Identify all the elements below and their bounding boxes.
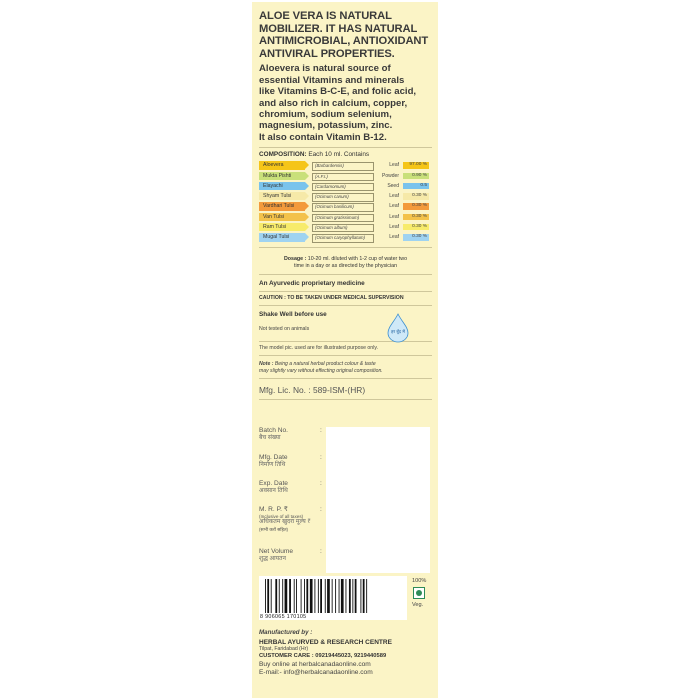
divider xyxy=(259,378,432,379)
barcode-bar xyxy=(318,579,319,613)
not-tested-text: Not tested on animals xyxy=(259,326,310,333)
ingredient-name: Vardhari Tulsi xyxy=(259,202,305,210)
composition-subtitle: Each 10 ml. Contains xyxy=(306,151,370,159)
headline xyxy=(259,10,432,60)
divider xyxy=(259,305,432,306)
divider xyxy=(259,355,432,356)
product-label-panel xyxy=(252,2,438,698)
batch-no-field xyxy=(259,427,288,442)
caution-text: CAUTION : TO BE TAKEN UNDER MEDICAL SUPERVISION xyxy=(259,295,404,302)
ingredient-part: Seed xyxy=(387,182,399,189)
field-label-hi: निर्माण तिथि xyxy=(259,461,286,468)
composition-title xyxy=(259,151,432,159)
field-colon: : xyxy=(320,548,322,555)
barcode-bar xyxy=(360,579,361,613)
note-line xyxy=(259,361,432,368)
dosage-instructions xyxy=(259,256,432,270)
barcode-bar xyxy=(271,579,272,613)
ingredient-name: Mukta Pishti xyxy=(259,172,305,180)
barcode-bar xyxy=(285,579,288,613)
dosage-text: 10-20 ml. diluted with 1-2 cup of water two xyxy=(306,256,408,263)
field-label-en: M. R. P. ₹ xyxy=(259,506,288,513)
ingredient-name: Mugal Tulsi xyxy=(259,233,305,241)
field-label-hi: बैच संख्या xyxy=(259,434,281,441)
ingredient-qty: 97.00 % xyxy=(403,162,429,169)
field-label-hi: अवसान तिथि xyxy=(259,487,288,494)
dosage-line: time in a day or as directed by the physician xyxy=(293,263,398,270)
field-colon: : xyxy=(320,427,322,434)
note-text-part: Being a natural herbal product colour & taste xyxy=(273,361,376,368)
ingredient-name: Ram Tulsi xyxy=(259,223,305,231)
ingredient-row xyxy=(259,233,432,242)
barcode-bar xyxy=(282,579,283,613)
field-colon: : xyxy=(320,454,322,461)
company-address: Tilpat, Faridabad (Hr) xyxy=(259,646,309,652)
ingredient-botanical: (A.F.I.) xyxy=(312,173,374,182)
ingredient-botanical: (Ocimum canum) xyxy=(312,193,374,202)
divider xyxy=(259,291,432,292)
model-pic-disclaimer: The model pic. used are for illustrated purpose only. xyxy=(259,345,378,352)
field-label-en: Batch No. xyxy=(259,427,288,434)
barcode-bar xyxy=(289,579,291,613)
shake-row xyxy=(259,309,432,339)
field-label-hi-sub: (सभी करों सहित) xyxy=(259,526,289,532)
water-drop-icon xyxy=(385,313,411,343)
description-line: Aloevera is natural source of xyxy=(259,63,391,75)
mfg-license: Mfg. Lic. No. : 589-ISM-(HR) xyxy=(259,385,366,396)
ingredient-qty: 0.5 xyxy=(403,183,429,190)
ingredient-qty: 0.30 % xyxy=(403,224,429,231)
barcode-bar xyxy=(366,579,367,613)
divider xyxy=(259,399,432,400)
field-colon: : xyxy=(320,480,322,487)
mfg-date-field xyxy=(259,454,288,469)
veg-percent: 100% xyxy=(412,578,427,584)
barcode-bar xyxy=(279,579,280,613)
barcode-bar xyxy=(320,579,322,613)
headline-line: MOBILIZER. IT HAS NATURAL xyxy=(259,22,418,35)
description-line: like Vitamins B-C-E, and folic acid, xyxy=(259,86,417,98)
ingredient-row xyxy=(259,202,432,211)
ingredient-qty: 0.30 % xyxy=(403,214,429,221)
barcode-bar xyxy=(306,579,308,613)
field-label-hi: अधिकतम खुदरा मूल्य ₹ xyxy=(259,519,311,526)
barcode-bar xyxy=(325,579,326,613)
field-label-en: Mfg. Date xyxy=(259,454,288,461)
barcode-bar xyxy=(355,579,357,613)
ingredient-name: Aloevera xyxy=(259,161,305,169)
veg-symbol-icon xyxy=(413,587,425,599)
ingredient-botanical: (Ocimum basilicum) xyxy=(312,203,374,212)
ingredient-name: Van Tulsi xyxy=(259,213,305,221)
field-label-en: Net Volume xyxy=(259,548,294,555)
barcode-bar xyxy=(314,579,315,613)
ingredient-qty: 0.30 % xyxy=(403,203,429,210)
headline-line: ANTIVIRAL PROPERTIES. xyxy=(259,47,395,60)
shake-well-text: Shake Well before use xyxy=(259,311,327,319)
veg-dot xyxy=(416,590,422,596)
ingredient-row xyxy=(259,172,432,181)
barcode-bar xyxy=(327,579,330,613)
field-label-hi: शुद्ध आयतन xyxy=(259,555,286,562)
barcode-bar xyxy=(349,579,351,613)
ayurvedic-statement: An Ayurvedic proprietary medicine xyxy=(259,280,365,288)
ingredient-row xyxy=(259,192,432,201)
barcode-bar xyxy=(294,579,295,613)
barcode-bar xyxy=(296,579,297,613)
dosage-line xyxy=(259,256,432,263)
ingredient-botanical: (Barbardensis) xyxy=(312,162,374,171)
manufactured-by-label: Manufactured by : xyxy=(259,629,313,636)
divider xyxy=(259,247,432,248)
barcode-bar xyxy=(301,579,302,613)
barcode-bar xyxy=(332,579,333,613)
ingredient-botanical: (Ocimum caryophyllatum) xyxy=(312,234,374,243)
ingredient-part: Powder xyxy=(382,172,399,179)
barcode-bars xyxy=(263,579,403,613)
field-colon: : xyxy=(320,506,322,513)
ingredient-list xyxy=(259,161,432,242)
ingredient-row xyxy=(259,223,432,232)
composition-label: COMPOSITION: xyxy=(259,151,307,159)
ingredient-part: Leaf xyxy=(389,223,399,230)
veg-label: Veg. xyxy=(412,602,424,608)
ingredient-name: Elayachi xyxy=(259,182,305,190)
barcode-bar xyxy=(363,579,365,613)
description xyxy=(259,63,432,143)
ingredient-qty: 0.30 % xyxy=(403,193,429,200)
barcode-bar xyxy=(265,579,266,613)
divider xyxy=(259,274,432,275)
note-line: may slightly vary without effecting original composition. xyxy=(259,367,383,374)
ingredient-row xyxy=(259,161,432,170)
barcode-bar xyxy=(339,579,340,613)
barcode-bar xyxy=(310,579,313,613)
mrp-field xyxy=(259,506,311,532)
ingredient-part: Leaf xyxy=(389,193,399,200)
ingredient-part: Leaf xyxy=(389,234,399,241)
dosage-label: Dosage : xyxy=(283,256,307,263)
ingredient-name: Shyam Tulsi xyxy=(259,192,305,200)
barcode-bar xyxy=(352,579,353,613)
ingredient-botanical: (Cardamomum) xyxy=(312,183,374,192)
ingredient-part: Leaf xyxy=(389,213,399,220)
ingredient-part: Leaf xyxy=(389,162,399,169)
description-line: and also rich in calcium, copper, xyxy=(259,97,408,109)
headline-line: ANTIMICROBIAL, ANTIOXIDANT xyxy=(259,35,429,48)
manufacturer-block xyxy=(259,629,435,676)
ingredient-row xyxy=(259,182,432,191)
barcode-bar xyxy=(335,579,336,613)
ingredient-qty: 0.90 % xyxy=(403,173,429,180)
company-name: HERBAL AYURVED & RESEARCH CENTRE xyxy=(259,639,392,646)
ingredient-part: Leaf xyxy=(389,203,399,210)
barcode-bar xyxy=(304,579,305,613)
barcode-bar xyxy=(341,579,344,613)
ingredient-botanical: (Ocimum gratissimum) xyxy=(312,214,374,223)
note-text xyxy=(259,361,432,374)
customer-care: CUSTOMER CARE : 09219445023, 9219440589 xyxy=(259,653,387,659)
exp-date-field xyxy=(259,480,288,495)
description-line: It also contain Vitamin B-12. xyxy=(259,131,387,143)
buy-online-text: Buy online at herbalcanadaonline.com xyxy=(259,661,371,668)
barcode-bar xyxy=(275,579,277,613)
drop-logo-text: हर बूँद में xyxy=(391,329,405,335)
field-label-sub: (Inclusive of all taxes) xyxy=(259,513,304,519)
ingredient-botanical: (Ocimum album) xyxy=(312,224,374,233)
note-label: Note : xyxy=(259,361,274,368)
description-line: essential Vitamins and minerals xyxy=(259,74,405,86)
net-volume-field xyxy=(259,548,293,563)
barcode-bar xyxy=(267,579,269,613)
ingredient-row xyxy=(259,213,432,222)
ingredient-qty: 0.30 % xyxy=(403,234,429,241)
description-line: magnesium, potassium, zinc. xyxy=(259,120,393,132)
email-text: E-mail:- info@herbalcanadaonline.com xyxy=(259,669,373,676)
barcode xyxy=(259,576,407,620)
field-label-en: Exp. Date xyxy=(259,480,288,487)
barcode-bar xyxy=(346,579,347,613)
divider xyxy=(259,147,432,148)
barcode-digits: 8 906065 170105 xyxy=(260,614,307,620)
print-area-box xyxy=(326,427,430,573)
description-line: chromium, sodium selenium, xyxy=(259,109,392,120)
headline-line: ALOE VERA IS NATURAL xyxy=(259,10,392,22)
